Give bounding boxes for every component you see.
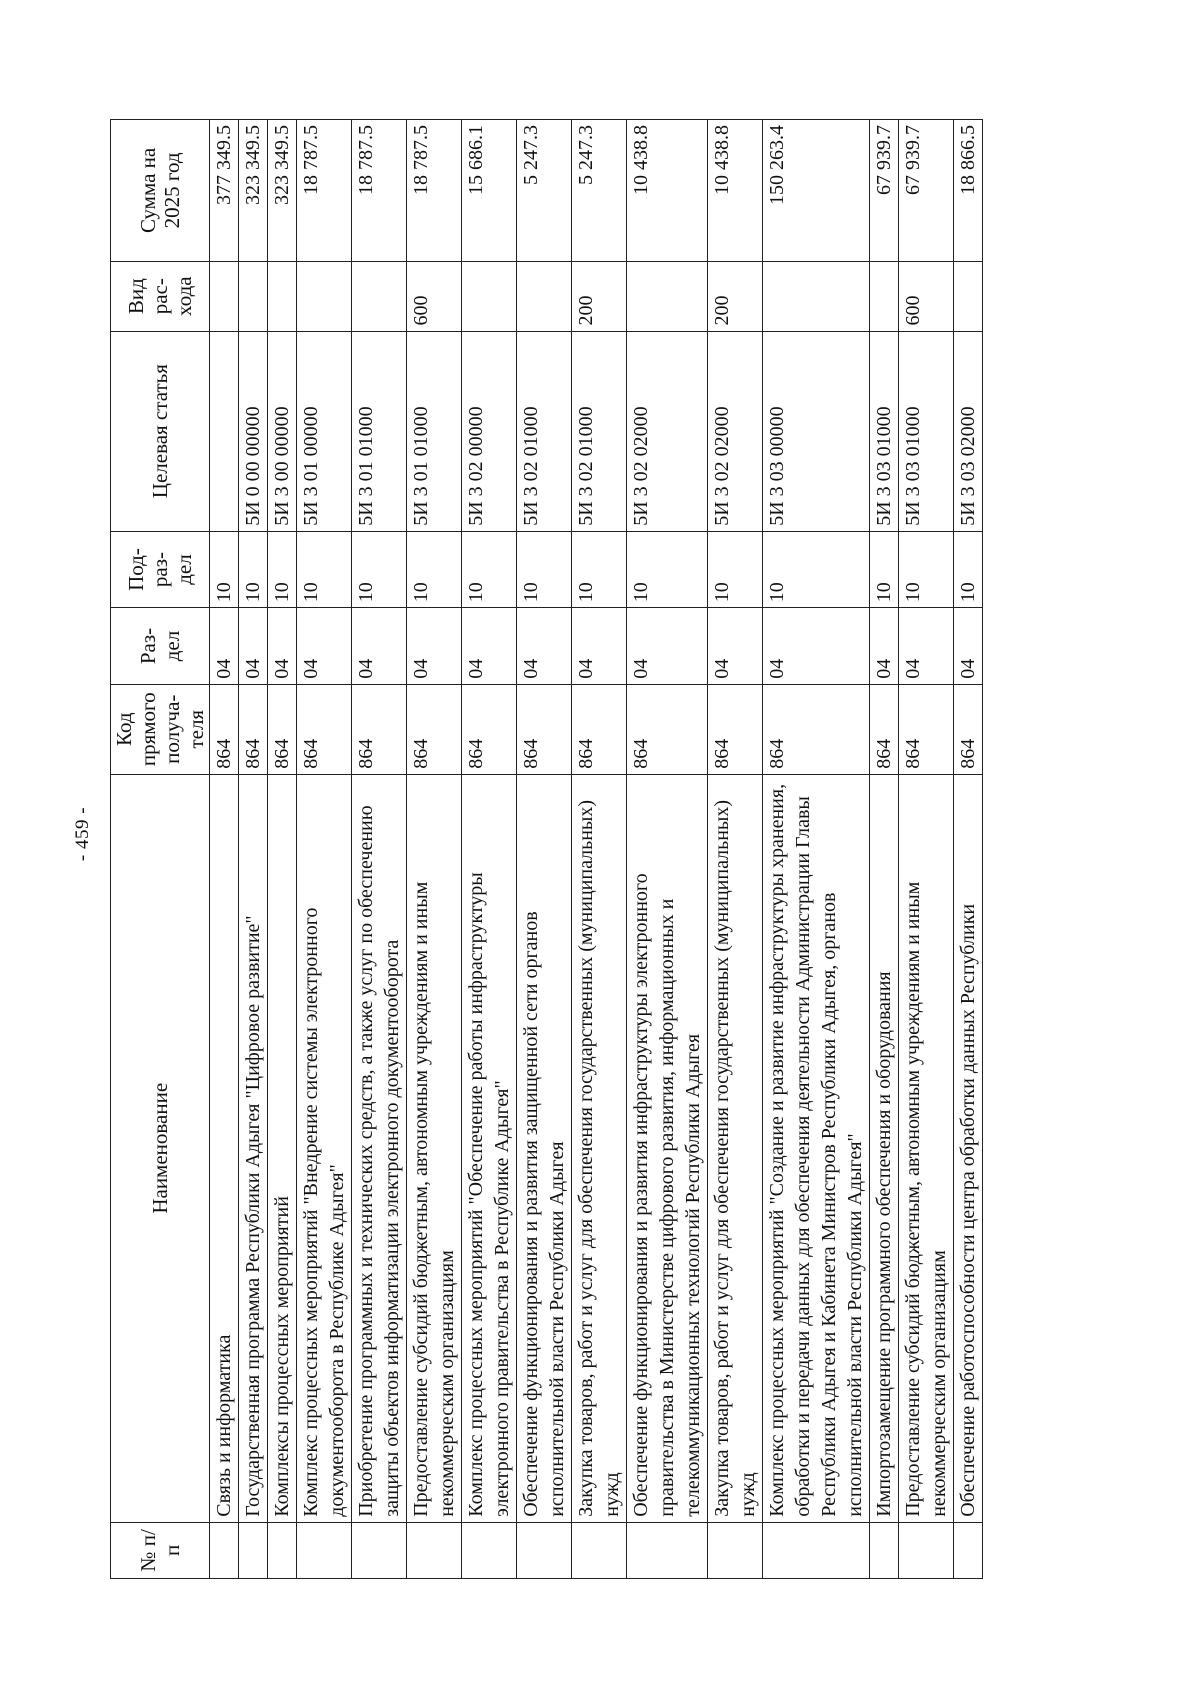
- cell-amount: 67 939.7: [899, 120, 954, 262]
- table-row: [352, 120, 407, 1579]
- cell-name: Комплексы процессных мероприятий: [268, 774, 297, 1522]
- table-row: [517, 120, 572, 1579]
- cell-subsection: 10: [572, 531, 627, 607]
- budget-table: [110, 119, 983, 1579]
- cell-expense-type: 200: [572, 261, 627, 331]
- cell-section: 04: [297, 608, 352, 684]
- cell-target: 5И 3 02 01000: [572, 331, 627, 531]
- header-amount: Сумма на 2025 год: [111, 120, 210, 262]
- cell-subsection: 10: [462, 531, 517, 607]
- cell-expense-type: [210, 261, 239, 331]
- cell-code: 864: [572, 684, 627, 774]
- cell-code: 864: [954, 684, 983, 774]
- cell-amount: 18 866.5: [954, 120, 983, 262]
- cell-target: 5И 3 03 01000: [870, 331, 899, 531]
- cell-target: 5И 0 00 00000: [239, 331, 268, 531]
- cell-section: 04: [462, 608, 517, 684]
- table-row: [572, 120, 627, 1579]
- cell-name: Приобретение программных и технических средств, а также услуг по обеспечению защиты объектов информатизации электронного документооборота: [352, 774, 407, 1522]
- cell-section: 04: [517, 608, 572, 684]
- cell-subsection: 10: [239, 531, 268, 607]
- cell-subsection: 10: [297, 531, 352, 607]
- cell-subsection: 10: [763, 531, 870, 607]
- cell-code: 864: [239, 684, 268, 774]
- cell-amount: 18 787.5: [352, 120, 407, 262]
- header-section: Раз-дел: [111, 608, 210, 684]
- cell-subsection: 10: [407, 531, 462, 607]
- cell-num: [352, 1522, 407, 1578]
- cell-expense-type: [763, 261, 870, 331]
- cell-amount: 5 247.3: [572, 120, 627, 262]
- header-name: Наименование: [111, 774, 210, 1522]
- cell-amount: 18 787.5: [407, 120, 462, 262]
- cell-name: Обеспечение функционирования и развития защищенной сети органов исполнительной власти Республики Адыгея: [517, 774, 572, 1522]
- cell-target: 5И 3 01 01000: [407, 331, 462, 531]
- cell-subsection: 10: [870, 531, 899, 607]
- cell-num: [239, 1522, 268, 1578]
- cell-expense-type: [462, 261, 517, 331]
- header-expense-type: Вид рас-хода: [111, 261, 210, 331]
- cell-target: 5И 3 03 00000: [763, 331, 870, 531]
- cell-subsection: 10: [708, 531, 763, 607]
- cell-target: 5И 3 02 01000: [517, 331, 572, 531]
- cell-num: [572, 1522, 627, 1578]
- table-header-row: [111, 120, 210, 1579]
- cell-subsection: 10: [517, 531, 572, 607]
- cell-amount: 10 438.8: [627, 120, 708, 262]
- header-code: Код прямого получа-теля: [111, 684, 210, 774]
- cell-amount: 5 247.3: [517, 120, 572, 262]
- cell-expense-type: [870, 261, 899, 331]
- table-row: [210, 120, 239, 1579]
- cell-num: [297, 1522, 352, 1578]
- cell-expense-type: [239, 261, 268, 331]
- cell-num: [268, 1522, 297, 1578]
- header-subsection: Под-раз-дел: [111, 531, 210, 607]
- cell-name: Обеспечение работоспособности центра обработки данных Республики: [954, 774, 983, 1522]
- cell-section: 04: [407, 608, 462, 684]
- cell-amount: 10 438.8: [708, 120, 763, 262]
- cell-num: [210, 1522, 239, 1578]
- header-target: Целевая статья: [111, 331, 210, 531]
- table-row: [297, 120, 352, 1579]
- cell-expense-type: [627, 261, 708, 331]
- cell-num: [954, 1522, 983, 1578]
- cell-num: [899, 1522, 954, 1578]
- table-row: [870, 120, 899, 1579]
- cell-num: [462, 1522, 517, 1578]
- cell-name: Предоставление субсидий бюджетным, автономным учреждениям и иным некоммерческим организациям: [899, 774, 954, 1522]
- cell-name: Государственная программа Республики Адыгея "Цифровое развитие": [239, 774, 268, 1522]
- cell-name: Импортозамещение программного обеспечения и оборудования: [870, 774, 899, 1522]
- cell-code: 864: [297, 684, 352, 774]
- cell-subsection: 10: [899, 531, 954, 607]
- page-number: - 459 -: [72, 806, 93, 862]
- cell-section: 04: [352, 608, 407, 684]
- cell-code: 864: [407, 684, 462, 774]
- cell-expense-type: [517, 261, 572, 331]
- cell-section: 04: [763, 608, 870, 684]
- cell-target: 5И 3 02 00000: [462, 331, 517, 531]
- cell-section: 04: [899, 608, 954, 684]
- cell-code: 864: [352, 684, 407, 774]
- table-row: [407, 120, 462, 1579]
- cell-section: 04: [268, 608, 297, 684]
- cell-code: 864: [708, 684, 763, 774]
- cell-subsection: 10: [210, 531, 239, 607]
- table-row: [268, 120, 297, 1579]
- cell-num: [763, 1522, 870, 1578]
- cell-code: 864: [899, 684, 954, 774]
- table-row: [239, 120, 268, 1579]
- cell-name: Связь и информатика: [210, 774, 239, 1522]
- header-num: № п/п: [111, 1522, 210, 1578]
- cell-section: 04: [627, 608, 708, 684]
- cell-target: 5И 3 00 00000: [268, 331, 297, 531]
- cell-target: 5И 3 02 02000: [708, 331, 763, 531]
- cell-subsection: 10: [954, 531, 983, 607]
- cell-amount: 323 349.5: [239, 120, 268, 262]
- cell-name: Комплекс процессных мероприятий "Внедрение системы электронного документооборота в Республике Адыгея": [297, 774, 352, 1522]
- cell-subsection: 10: [627, 531, 708, 607]
- cell-subsection: 10: [352, 531, 407, 607]
- cell-expense-type: [954, 261, 983, 331]
- cell-section: 04: [954, 608, 983, 684]
- cell-target: [210, 331, 239, 531]
- cell-name: Закупка товаров, работ и услуг для обеспечения государственных (муниципальных) нужд: [708, 774, 763, 1522]
- cell-target: 5И 3 02 02000: [627, 331, 708, 531]
- cell-expense-type: [352, 261, 407, 331]
- cell-section: 04: [870, 608, 899, 684]
- cell-amount: 15 686.1: [462, 120, 517, 262]
- cell-section: 04: [239, 608, 268, 684]
- cell-target: 5И 3 03 02000: [954, 331, 983, 531]
- cell-target: 5И 3 01 00000: [297, 331, 352, 531]
- cell-section: 04: [210, 608, 239, 684]
- cell-name: Комплекс процессных мероприятий "Создание и развитие инфраструктуры хранения, обработки и передачи данных для обеспечения деятельности Администрации Главы Республики Адыгея и Кабинета Министров Республики Адыгея, органов исполнительной власти Республики Адыгея": [763, 774, 870, 1522]
- cell-expense-type: [297, 261, 352, 331]
- table-row: [627, 120, 708, 1579]
- cell-code: 864: [210, 684, 239, 774]
- cell-num: [870, 1522, 899, 1578]
- cell-expense-type: 600: [407, 261, 462, 331]
- cell-code: 864: [763, 684, 870, 774]
- cell-target: 5И 3 03 01000: [899, 331, 954, 531]
- cell-section: 04: [572, 608, 627, 684]
- cell-name: Закупка товаров, работ и услуг для обеспечения государственных (муниципальных) нужд: [572, 774, 627, 1522]
- cell-amount: 67 939.7: [870, 120, 899, 262]
- cell-num: [517, 1522, 572, 1578]
- cell-num: [627, 1522, 708, 1578]
- table-row: [899, 120, 954, 1579]
- table-row: [763, 120, 870, 1579]
- cell-code: 864: [268, 684, 297, 774]
- cell-expense-type: 600: [899, 261, 954, 331]
- cell-num: [708, 1522, 763, 1578]
- cell-section: 04: [708, 608, 763, 684]
- cell-name: Обеспечение функционирования и развития инфраструктуры электронного правительства в Министерстве цифрового развития, информационных и телекоммуникационных технологий Республики Адыгея: [627, 774, 708, 1522]
- cell-amount: 18 787.5: [297, 120, 352, 262]
- table-row: [708, 120, 763, 1579]
- cell-target: 5И 3 01 01000: [352, 331, 407, 531]
- cell-amount: 150 263.4: [763, 120, 870, 262]
- cell-name: Предоставление субсидий бюджетным, автономным учреждениям и иным некоммерческим организациям: [407, 774, 462, 1522]
- cell-amount: 377 349.5: [210, 120, 239, 262]
- cell-expense-type: [268, 261, 297, 331]
- cell-code: 864: [517, 684, 572, 774]
- cell-code: 864: [870, 684, 899, 774]
- table-body: [210, 120, 983, 1579]
- cell-expense-type: 200: [708, 261, 763, 331]
- cell-num: [407, 1522, 462, 1578]
- cell-code: 864: [627, 684, 708, 774]
- cell-amount: 323 349.5: [268, 120, 297, 262]
- cell-code: 864: [462, 684, 517, 774]
- table-row: [954, 120, 983, 1579]
- cell-name: Комплекс процессных мероприятий "Обеспечение работы инфраструктуры электронного правительства в Республике Адыгея": [462, 774, 517, 1522]
- cell-subsection: 10: [268, 531, 297, 607]
- table-row: [462, 120, 517, 1579]
